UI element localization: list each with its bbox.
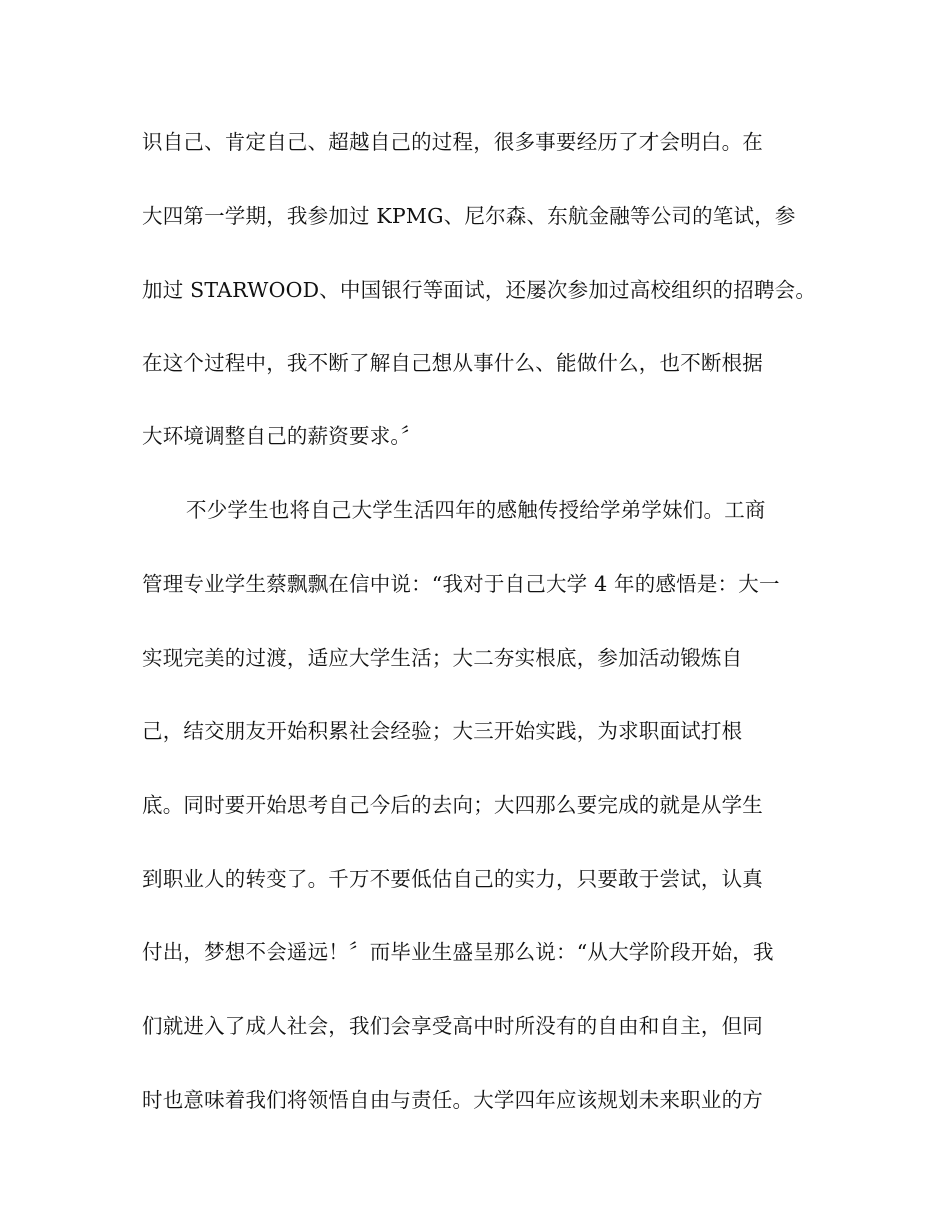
text-line: 管理专业学生蔡飘飘在信中说：“我对于自己大学 4 年的感悟是：大一 xyxy=(142,572,780,596)
text-line: 时也意味着我们将领悟自由与责任。大学四年应该规划未来职业的方 xyxy=(142,1088,763,1112)
text-line: 到职业人的转变了。千万不要低估自己的实力，只要敢于尝试，认真 xyxy=(142,867,763,891)
text-line: 大四第一学期，我参加过 KPMG、尼尔森、东航金融等公司的笔试，参 xyxy=(142,204,796,228)
text-line: 们就进入了成人社会，我们会享受高中时所没有的自由和自主，但同 xyxy=(142,1014,763,1038)
text-line: 大环境调整自己的薪资要求。〞 xyxy=(142,424,422,448)
text-line: 识自己、肯定自己、超越自己的过程，很多事要经历了才会明白。在 xyxy=(142,130,763,154)
text-line: 在这个过程中，我不断了解自己想从事什么、能做什么，也不断根据 xyxy=(142,351,763,375)
text-line: 己，结交朋友开始积累社会经验；大三开始实践，为求职面试打根 xyxy=(142,719,743,743)
text-line: 底。同时要开始思考自己今后的去向；大四那么要完成的就是从学生 xyxy=(142,793,763,817)
text-line: 加过 STARWOOD、中国银行等面试，还屡次参加过高校组织的招聘会。 xyxy=(142,278,817,302)
paragraph-start-line: 不少学生也将自己大学生活四年的感触传授给学弟学妹们。工商 xyxy=(186,498,766,522)
text-line: 实现完美的过渡，适应大学生活；大二夯实根底，参加活动锻炼自 xyxy=(142,646,743,670)
text-line: 付出，梦想不会遥远！〞而毕业生盛呈那么说：“从大学阶段开始，我 xyxy=(142,940,774,964)
